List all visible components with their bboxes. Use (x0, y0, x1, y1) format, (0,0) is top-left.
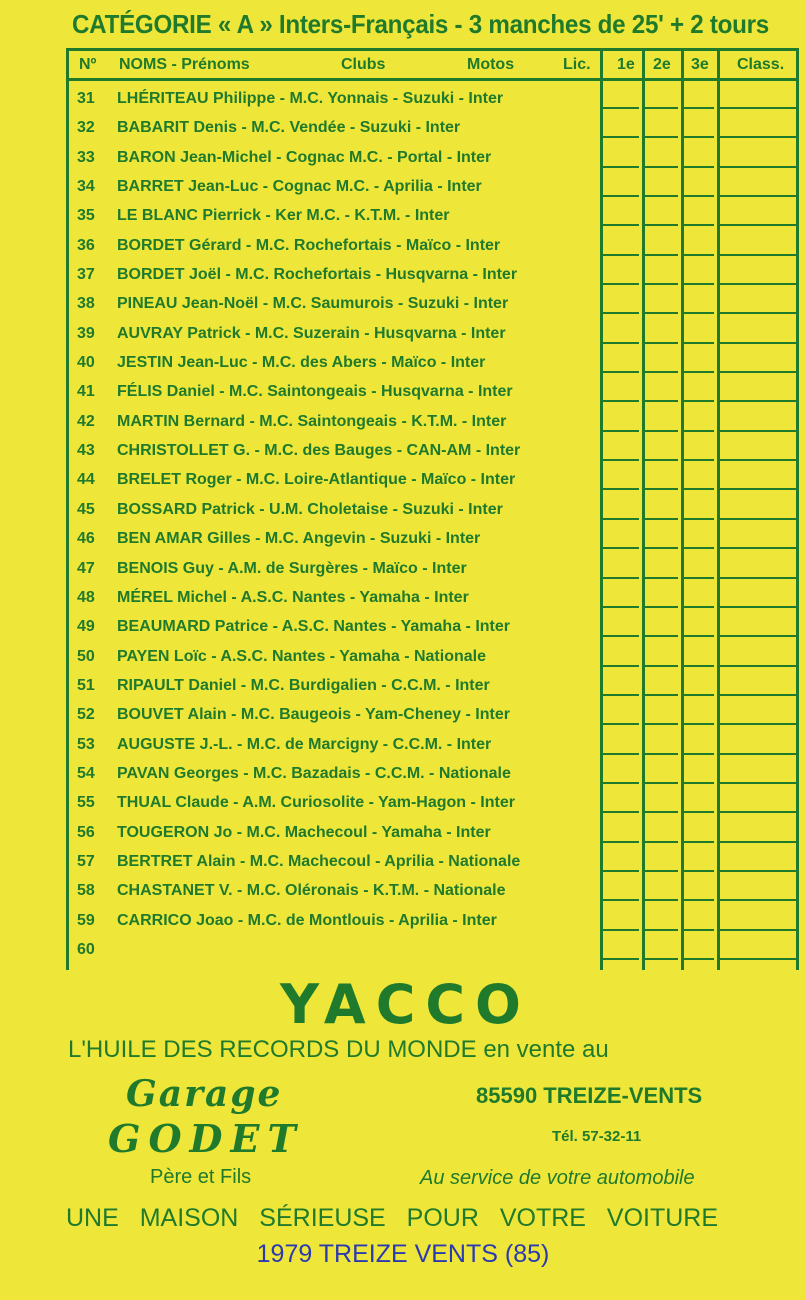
garage-name: GODET (108, 1116, 304, 1161)
result-blank (720, 870, 796, 872)
rider-entry: LE BLANC Pierrick - Ker M.C. - K.T.M. - Inter (117, 207, 450, 225)
rider-number: 44 (77, 471, 95, 489)
header-m2: 2e (653, 56, 671, 73)
table-row (69, 230, 796, 259)
result-blank (720, 312, 796, 314)
result-blank (684, 254, 714, 256)
result-blank (645, 107, 678, 109)
category-title: CATÉGORIE « A » Inters-Français - 3 manches de 25' + 2 tours (72, 9, 769, 39)
result-blank (684, 665, 714, 667)
result-blank (684, 841, 714, 843)
result-blank (684, 371, 714, 373)
result-blank (645, 400, 678, 402)
header-m1: 1e (617, 56, 635, 73)
table-row (69, 171, 796, 200)
garage-subtitle: Père et Fils (150, 1166, 252, 1188)
garage-address: 85590 TREIZE-VENTS (476, 1083, 703, 1108)
rider-entry: MARTIN Bernard - M.C. Saintongeais - K.T.M. - Inter (117, 412, 507, 430)
result-blank (645, 547, 678, 549)
rider-number: 45 (77, 500, 95, 518)
table-row (69, 905, 796, 934)
result-blank (684, 107, 714, 109)
result-blank (603, 430, 639, 432)
rider-number: 35 (77, 207, 95, 225)
result-blank (603, 547, 639, 549)
result-blank (720, 195, 796, 197)
table-row (69, 318, 796, 347)
rider-entry: CHRISTOLLET G. - M.C. des Bauges - CAN-AM - Inter (117, 442, 521, 460)
result-blank (720, 782, 796, 784)
rider-number: 31 (77, 90, 95, 107)
result-blank (603, 283, 639, 285)
table-row (69, 699, 796, 728)
rider-entry: RIPAULT Daniel - M.C. Burdigalien - C.C.M. - Inter (117, 676, 490, 694)
table-row (69, 494, 796, 523)
rider-number: 56 (77, 823, 95, 841)
result-blank (684, 753, 714, 755)
result-blank (603, 400, 639, 402)
result-blank (645, 166, 678, 168)
result-blank (603, 577, 639, 579)
result-blank (645, 312, 678, 314)
rider-number: 49 (77, 618, 95, 636)
ad-tagline: L'HUILE DES RECORDS DU MONDE en vente au (68, 1036, 609, 1063)
result-blank (720, 224, 796, 226)
rider-entry: BOSSARD Patrick - U.M. Choletaise - Suzuki - Inter (117, 500, 503, 518)
rider-number: 52 (77, 706, 95, 724)
result-blank (603, 254, 639, 256)
table-row (69, 142, 796, 171)
result-blank (645, 753, 678, 755)
rider-number: 40 (77, 354, 95, 372)
header-class: Class. (737, 56, 785, 73)
result-blank (603, 459, 639, 461)
rider-entry: AUVRAY Patrick - M.C. Suzerain - Husqvarna - Inter (117, 324, 506, 342)
photo-caption: 1979 TREIZE VENTS (85) (256, 1240, 550, 1268)
rider-entry: LHÉRITEAU Philippe - M.C. Yonnais - Suzuki - Inter (117, 90, 504, 107)
result-blank (684, 958, 714, 960)
result-blank (645, 811, 678, 813)
result-blank (603, 841, 639, 843)
rider-entry: BRELET Roger - M.C. Loire-Atlantique - Maïco - Inter (117, 471, 516, 489)
rider-entry: BOUVET Alain - M.C. Baugeois - Yam-Cheney - Inter (117, 706, 510, 724)
result-blank (684, 870, 714, 872)
result-blank (603, 136, 639, 138)
rider-number: 48 (77, 588, 95, 606)
rider-number: 58 (77, 882, 95, 900)
rider-entry: FÉLIS Daniel - M.C. Saintongeais - Husqvarna - Inter (117, 383, 513, 401)
rider-entry: PAYEN Loïc - A.S.C. Nantes - Yamaha - Nationale (117, 647, 486, 665)
rider-entry: BEN AMAR Gilles - M.C. Angevin - Suzuki - Inter (117, 530, 481, 548)
result-blank (720, 459, 796, 461)
entry-table (66, 48, 799, 970)
header-num: Nº (79, 56, 97, 73)
result-blank (720, 342, 796, 344)
result-blank (720, 488, 796, 490)
rider-entry: BARRET Jean-Luc - Cognac M.C. - Aprilia - Inter (117, 178, 482, 196)
rider-entry: BORDET Gérard - M.C. Rochefortais - Maïco - Inter (117, 236, 501, 254)
table-body (69, 83, 796, 963)
result-blank (684, 782, 714, 784)
rider-entry: PINEAU Jean-Noël - M.C. Saumurois - Suzuki - Inter (117, 295, 509, 313)
rider-number: 32 (77, 119, 95, 137)
garage-label: Garage (126, 1073, 283, 1115)
result-blank (720, 958, 796, 960)
rider-entry: TOUGERON Jo - M.C. Machecoul - Yamaha - Inter (117, 823, 491, 841)
result-blank (603, 811, 639, 813)
result-blank (684, 606, 714, 608)
result-blank (603, 195, 639, 197)
result-blank (603, 107, 639, 109)
result-blank (684, 283, 714, 285)
rider-number: 43 (77, 442, 95, 460)
header-m3: 3e (691, 56, 709, 73)
table-row (69, 611, 796, 640)
result-blank (645, 665, 678, 667)
rider-number: 47 (77, 559, 95, 577)
table-row (69, 259, 796, 288)
result-blank (603, 635, 639, 637)
result-blank (603, 753, 639, 755)
result-blank (720, 430, 796, 432)
rider-entry: JESTIN Jean-Luc - M.C. des Abers - Maïco - Inter (117, 354, 486, 372)
result-blank (603, 929, 639, 931)
result-blank (645, 254, 678, 256)
result-blank (645, 459, 678, 461)
rider-entry: BEAUMARD Patrice - A.S.C. Nantes - Yamaha - Inter (117, 618, 510, 636)
result-blank (645, 606, 678, 608)
result-blank (645, 224, 678, 226)
result-blank (684, 547, 714, 549)
table-row (69, 729, 796, 758)
rider-entry: CARRICO Joao - M.C. de Montlouis - Aprilia - Inter (117, 911, 497, 929)
table-row (69, 112, 796, 141)
rider-number: 37 (77, 266, 95, 284)
result-blank (720, 606, 796, 608)
result-blank (684, 195, 714, 197)
result-blank (603, 665, 639, 667)
table-header (69, 51, 796, 81)
result-blank (684, 488, 714, 490)
result-blank (645, 635, 678, 637)
result-blank (720, 371, 796, 373)
result-blank (603, 371, 639, 373)
table-row (69, 83, 796, 112)
result-blank (603, 312, 639, 314)
result-blank (645, 488, 678, 490)
rider-entry: BORDET Joël - M.C. Rochefortais - Husqvarna - Inter (117, 266, 518, 284)
result-blank (603, 723, 639, 725)
table-row (69, 464, 796, 493)
rider-number: 38 (77, 295, 95, 313)
result-blank (720, 400, 796, 402)
rider-number: 42 (77, 412, 95, 430)
result-blank (684, 224, 714, 226)
ad-slogan: UNE MAISON SÉRIEUSE POUR VOTRE VOITURE (66, 1204, 719, 1232)
result-blank (720, 107, 796, 109)
result-blank (720, 841, 796, 843)
result-blank (720, 929, 796, 931)
result-blank (645, 195, 678, 197)
result-blank (603, 899, 639, 901)
result-blank (684, 723, 714, 725)
rider-number: 50 (77, 647, 95, 665)
result-blank (645, 929, 678, 931)
rider-entry: AUGUSTE J.-L. - M.C. de Marcigny - C.C.M. - Inter (117, 735, 492, 753)
table-row (69, 376, 796, 405)
yacco-logo: YACCO (280, 973, 531, 1036)
rider-entry: BABARIT Denis - M.C. Vendée - Suzuki - Inter (117, 119, 461, 137)
result-blank (645, 958, 678, 960)
result-blank (684, 166, 714, 168)
result-blank (603, 782, 639, 784)
result-blank (603, 166, 639, 168)
header-motos: Motos (467, 56, 515, 73)
rider-number: 36 (77, 236, 95, 254)
result-blank (603, 342, 639, 344)
result-blank (684, 459, 714, 461)
rider-number: 33 (77, 148, 95, 166)
result-blank (684, 312, 714, 314)
result-blank (603, 870, 639, 872)
table-row (69, 934, 796, 963)
rider-number: 51 (77, 676, 95, 694)
result-blank (720, 753, 796, 755)
table-row (69, 200, 796, 229)
result-blank (684, 899, 714, 901)
result-blank (684, 635, 714, 637)
table-row (69, 406, 796, 435)
result-blank (684, 342, 714, 344)
result-blank (684, 929, 714, 931)
table-row (69, 288, 796, 317)
garage-service: Au service de votre automobile (420, 1167, 695, 1189)
rider-entry: CHASTANET V. - M.C. Oléronais - K.T.M. - Nationale (117, 882, 506, 900)
rider-number: 41 (77, 383, 95, 401)
result-blank (720, 136, 796, 138)
garage-phone: Tél. 57-32-11 (552, 1128, 642, 1145)
result-blank (720, 694, 796, 696)
result-blank (645, 723, 678, 725)
result-blank (684, 136, 714, 138)
result-blank (645, 430, 678, 432)
result-blank (645, 899, 678, 901)
result-blank (645, 136, 678, 138)
result-blank (645, 342, 678, 344)
rider-number: 46 (77, 530, 95, 548)
rider-number: 60 (77, 940, 95, 958)
rider-number: 59 (77, 911, 95, 929)
rider-entry: THUAL Claude - A.M. Curiosolite - Yam-Hagon - Inter (117, 794, 515, 812)
result-blank (645, 782, 678, 784)
result-blank (684, 400, 714, 402)
result-blank (720, 518, 796, 520)
result-blank (603, 488, 639, 490)
table-row (69, 347, 796, 376)
rider-number: 57 (77, 852, 95, 870)
result-blank (720, 577, 796, 579)
rider-entry: PAVAN Georges - M.C. Bazadais - C.C.M. - Nationale (117, 764, 511, 782)
table-row (69, 846, 796, 875)
result-blank (720, 547, 796, 549)
rider-number: 39 (77, 324, 95, 342)
rider-number: 53 (77, 735, 95, 753)
result-blank (720, 283, 796, 285)
rider-number: 54 (77, 764, 95, 782)
result-blank (720, 899, 796, 901)
result-blank (645, 694, 678, 696)
table-row (69, 435, 796, 464)
result-blank (684, 694, 714, 696)
result-blank (684, 811, 714, 813)
result-blank (603, 958, 639, 960)
result-blank (720, 811, 796, 813)
table-row (69, 670, 796, 699)
table-row (69, 875, 796, 904)
table-row (69, 553, 796, 582)
rider-number: 55 (77, 794, 95, 812)
result-blank (645, 518, 678, 520)
result-blank (645, 841, 678, 843)
result-blank (603, 224, 639, 226)
table-row (69, 582, 796, 611)
rider-entry: BENOIS Guy - A.M. de Surgères - Maïco - Inter (117, 559, 467, 577)
table-row (69, 641, 796, 670)
result-blank (720, 254, 796, 256)
header-clubs: Clubs (341, 56, 386, 73)
table-row (69, 787, 796, 816)
result-blank (720, 166, 796, 168)
result-blank (684, 577, 714, 579)
table-row (69, 758, 796, 787)
rider-entry: BARON Jean-Michel - Cognac M.C. - Portal - Inter (117, 148, 492, 166)
result-blank (645, 371, 678, 373)
table-row (69, 523, 796, 552)
header-names: NOMS - Prénoms (119, 56, 250, 73)
result-blank (720, 635, 796, 637)
rider-entry: MÉREL Michel - A.S.C. Nantes - Yamaha - Inter (117, 588, 469, 606)
rider-number: 34 (77, 178, 95, 196)
result-blank (645, 870, 678, 872)
result-blank (684, 518, 714, 520)
result-blank (645, 283, 678, 285)
result-blank (645, 577, 678, 579)
result-blank (603, 518, 639, 520)
result-blank (603, 606, 639, 608)
table-row (69, 817, 796, 846)
result-blank (684, 430, 714, 432)
rider-entry: BERTRET Alain - M.C. Machecoul - Aprilia - Nationale (117, 852, 521, 870)
result-blank (720, 665, 796, 667)
header-lic: Lic. (563, 56, 591, 73)
result-blank (603, 694, 639, 696)
result-blank (720, 723, 796, 725)
